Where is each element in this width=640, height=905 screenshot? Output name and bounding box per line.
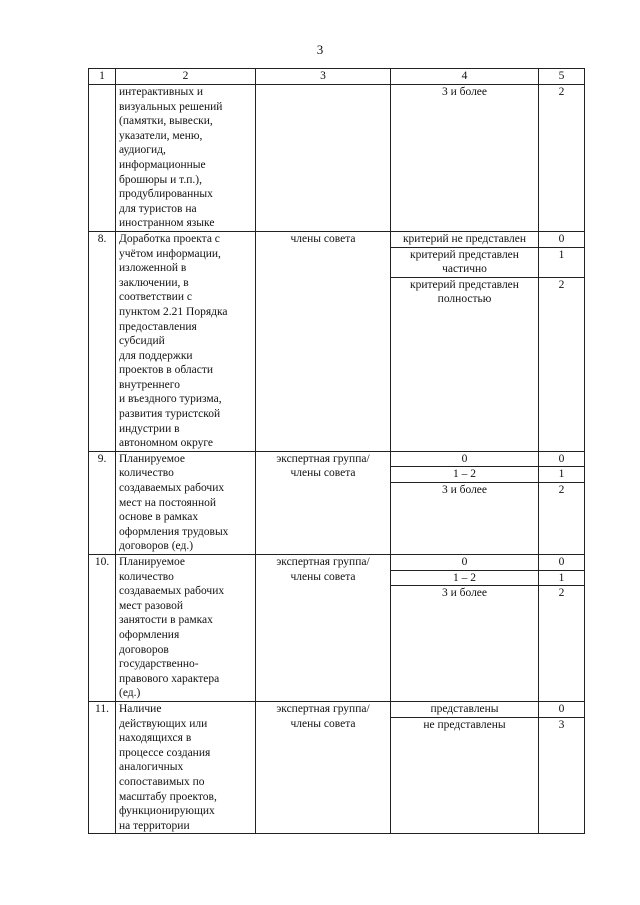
row-number: 8.: [89, 231, 116, 451]
description-line: занятости в рамках: [119, 614, 213, 627]
description-line: информационные: [119, 158, 206, 171]
description-line: оформления: [119, 628, 180, 641]
description-line: Планируемое: [119, 556, 186, 568]
evaluator-line: экспертная группа/: [276, 702, 370, 715]
table-row: [89, 231, 585, 451]
criteria-cell: [391, 451, 539, 554]
description-line: правового характера: [119, 672, 220, 685]
criteria-cell: [391, 231, 539, 451]
criterion-option: [391, 570, 538, 586]
description-line: интерактивных и: [119, 86, 203, 98]
description-line: указатели, меню,: [119, 129, 203, 142]
table-row: [89, 85, 585, 232]
header-cell: 5: [539, 69, 585, 85]
criteria-cell: [391, 701, 539, 833]
description-line: мест разовой: [119, 599, 184, 612]
header-cell: 4: [391, 69, 539, 85]
description-line: пунктом 2.21 Порядка: [119, 305, 228, 318]
description-line: аудиогид,: [119, 144, 166, 157]
description-line: договоров: [119, 643, 169, 656]
evaluator: [256, 231, 391, 451]
score-value: 2: [558, 86, 565, 98]
evaluator-line: члены совета: [290, 570, 356, 583]
table-row: [89, 555, 585, 702]
description-line: оформления трудовых: [119, 525, 229, 538]
criterion-option: [391, 483, 538, 498]
criterion-option: [391, 232, 538, 247]
evaluator: [256, 701, 391, 833]
description-line: индустрии в: [119, 422, 180, 435]
description-line: создаваемых рабочих: [119, 482, 225, 495]
criterion-option-line: не представлены: [423, 718, 506, 731]
criterion-option-line: критерий представлен: [410, 278, 519, 291]
row-number: 9.: [89, 451, 116, 554]
description-line: для поддержки: [119, 349, 193, 362]
criterion-option-line: 3 и более: [441, 587, 488, 600]
criterion-option-line: критерий представлен: [410, 248, 519, 261]
description-line: количество: [119, 570, 174, 583]
table-row: [89, 701, 585, 833]
criterion-option: [391, 452, 538, 467]
description-line: (ед.): [119, 687, 141, 700]
criteria-cell: [391, 85, 539, 232]
description-line: создаваемых рабочих: [119, 585, 225, 598]
criterion-option: [391, 717, 538, 732]
score-value: 0: [539, 452, 584, 467]
description-line: Планируемое: [119, 452, 186, 465]
description-line: визуальных решений: [119, 100, 223, 113]
score-value: 2: [558, 278, 565, 291]
score-value: 2: [558, 587, 565, 600]
score-value: 1: [539, 570, 584, 586]
score-cell: [539, 231, 585, 451]
criterion-option-line: 1 – 2: [453, 468, 476, 481]
description-line: учётом информации,: [119, 247, 221, 260]
score-cell: [539, 451, 585, 554]
evaluator: [256, 451, 391, 554]
description-line: внутреннего: [119, 378, 180, 391]
description-line: договоров (ед.): [119, 540, 194, 553]
description-line: государственно-: [119, 658, 199, 671]
score-cell: [539, 555, 585, 702]
criterion-option: [391, 247, 538, 277]
description-line: сопоставимых по: [119, 775, 205, 788]
description-line: Доработка проекта с: [119, 232, 220, 245]
description-line: предоставления: [119, 320, 197, 333]
header-cell: 3: [256, 69, 391, 85]
row-number: [89, 85, 116, 232]
row-number: 11.: [89, 701, 116, 833]
description-line: субсидий: [119, 335, 165, 348]
criterion-option-line: полностью: [437, 293, 492, 306]
description-line: находящихся в: [119, 732, 192, 745]
description-line: функционирующих: [119, 805, 215, 818]
score-cell: [539, 85, 585, 232]
description-line: развития туристской: [119, 408, 221, 421]
description-line: (памятки, вывески,: [119, 115, 213, 128]
description-line: продублированных: [119, 188, 213, 201]
description-line: иностранном языке: [119, 217, 215, 230]
header-cell: 1: [89, 69, 116, 85]
description-line: соответствии с: [119, 291, 192, 304]
criteria-table: [88, 68, 585, 834]
row-number: 10.: [89, 555, 116, 702]
score-value: 3: [558, 718, 565, 731]
evaluator: [256, 85, 391, 232]
description-line: для туристов на: [119, 202, 197, 215]
score-value: 1: [539, 467, 584, 483]
criterion-description: [116, 701, 256, 833]
criterion-option-line: 3 и более: [441, 484, 488, 497]
header-row: [89, 69, 585, 85]
table-row: [89, 451, 585, 554]
evaluator-line: экспертная группа/: [276, 452, 370, 465]
description-line: количество: [119, 467, 174, 480]
description-line: Наличие: [119, 702, 162, 715]
criterion-option: [391, 277, 538, 307]
description-line: проектов в области: [119, 364, 214, 377]
criterion-option-line: критерий не представлен: [402, 232, 527, 245]
criterion-description: [116, 85, 256, 232]
description-line: и въездного туризма,: [119, 393, 222, 406]
criteria-cell: [391, 555, 539, 702]
evaluator-line: экспертная группа/: [276, 556, 370, 568]
evaluator-line: члены совета: [290, 232, 356, 245]
score-value: 1: [539, 247, 584, 277]
evaluator: [256, 555, 391, 702]
description-line: масштабу проектов,: [119, 790, 217, 803]
criterion-option: [391, 702, 538, 717]
score-value: 0: [539, 555, 584, 570]
description-line: основе в рамках: [119, 511, 199, 524]
score-value: 0: [539, 702, 584, 717]
description-line: на территории: [119, 819, 190, 832]
evaluator-line: члены совета: [290, 467, 356, 480]
description-line: действующих или: [119, 717, 208, 730]
description-line: мест на постоянной: [119, 496, 217, 509]
description-line: аналогичных: [119, 761, 184, 774]
criterion-option-line: 0: [461, 556, 468, 568]
criterion-description: [116, 451, 256, 554]
criterion-option-line: частично: [442, 263, 487, 276]
criterion-option: [391, 85, 538, 100]
criterion-option: [391, 467, 538, 483]
criterion-description: [116, 555, 256, 702]
score-value: 2: [558, 484, 565, 497]
header-cell: 2: [116, 69, 256, 85]
criterion-option-line: 1 – 2: [453, 571, 476, 584]
page-number: 3: [316, 42, 324, 57]
description-line: брошюры и т.п.),: [119, 173, 202, 186]
evaluator-line: члены совета: [290, 717, 356, 730]
criterion-option-line: 3 и более: [441, 86, 488, 98]
criterion-description: [116, 231, 256, 451]
description-line: процессе создания: [119, 746, 211, 759]
description-line: изложенной в: [119, 262, 187, 275]
description-line: автономном округе: [119, 437, 214, 450]
criterion-option: [391, 555, 538, 570]
score-cell: [539, 701, 585, 833]
score-value: 0: [539, 232, 584, 247]
criterion-option-line: 0: [461, 452, 468, 465]
criterion-option-line: представлены: [430, 702, 499, 715]
description-line: заключении, в: [119, 276, 189, 289]
criterion-option: [391, 586, 538, 601]
